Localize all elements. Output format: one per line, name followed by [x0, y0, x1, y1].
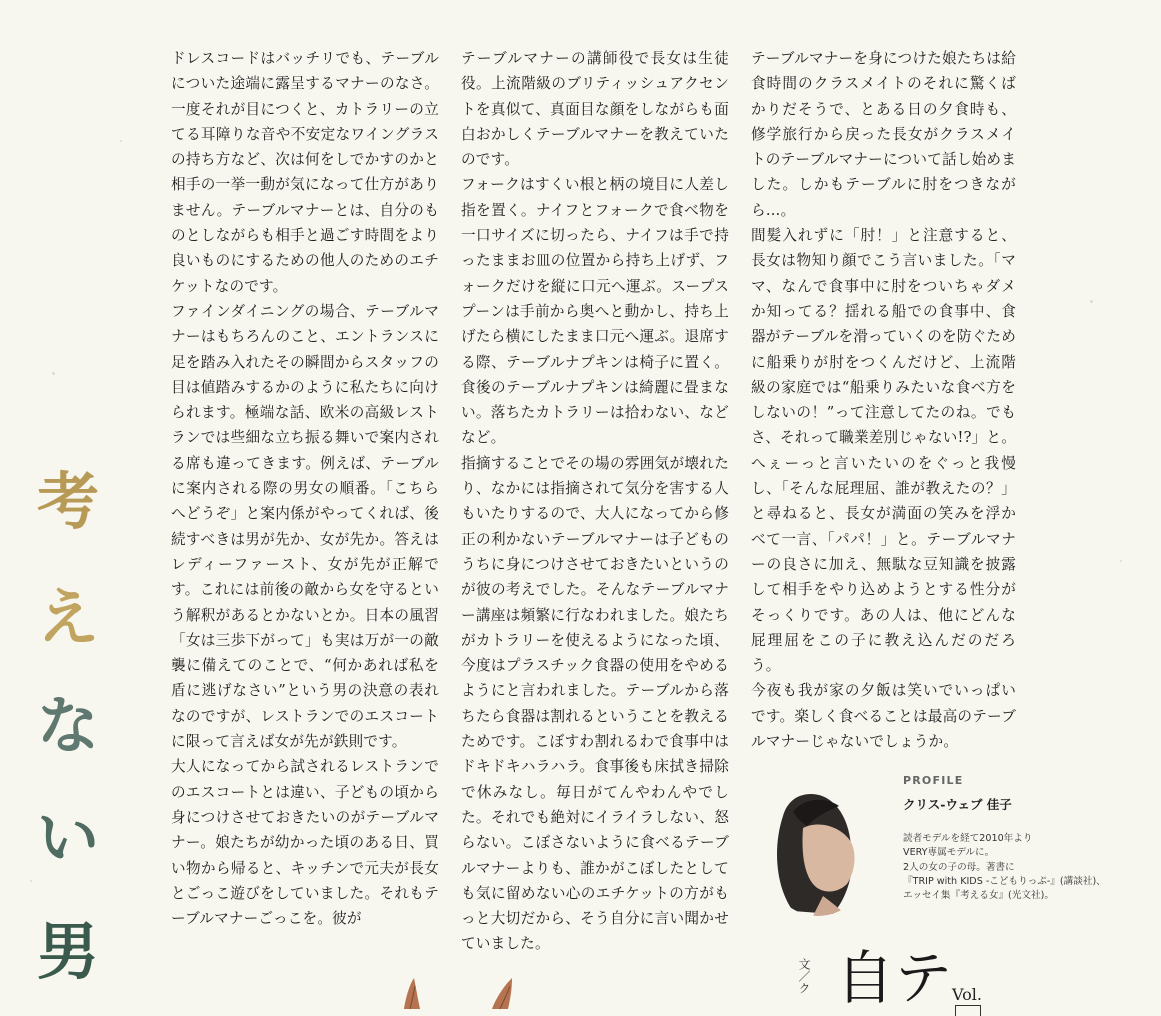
- paragraph: テーブルマナーの講師役で長女は生徒役。上流階級のブリティッシュアクセントを真似て、真面目な顔をしながらも面白おかしくテーブルマナーを教えていたのです。: [461, 50, 729, 169]
- profile-label: PROFILE: [903, 774, 964, 787]
- author-credit: 文／ク: [797, 958, 811, 994]
- series-volume: Vol.: [952, 985, 982, 1004]
- series-title: 自テ: [836, 944, 953, 1012]
- paragraph: ドレスコードはバッチリでも、テーブルについた途端に露呈するマナーのなさ。一度それが目につくと、カトラリーの立てる耳障りな音や不安定なワイングラスの持ち方など、次は何をしでかすのかと相手の一挙一動が気になって仕方がありません。テーブルマナーとは、自分のものとしながらも相手と過ごす時間をより良いものにするための他人のためのエチケットなのです。: [171, 50, 439, 295]
- paragraph: ファインダイニングの場合、テーブルマナーはもちろんのこと、エントランスに足を踏み入れたその瞬間からスタッフの目は値踏みするかのように私たちに向けられます。極端な話、欧米の高級レストランでは些細な立ち振る舞いで案内される席も違ってきます。例えば、テーブルに案内される際の男女の順番。「こちらへどうぞ」と案内係がやってくれば、後続すべきは男が先か、女が先か。答えはレディーファースト、女が先が正解です。これには前後の敵から女を守るという解釈があるとかないとか。日本の風習「女は三歩下がって」も実は万が一の敵襲に備えてのことで、“何かあれば私を盾に逃げなさい”という男の決意の表れなのですが、レストランでのエスコートに限って言えば女が先が鉄則です。: [171, 302, 439, 751]
- title-char: え: [36, 581, 99, 654]
- paragraph: 大人になってから試されるレストランでのエスコートとは違い、子どもの頃から身につけさせておきたいのがテーブルマナー。娘たちが幼かった頃のある日、買い物から帰ると、キッチンで元夫が長女とごっこ遊びをしていました。それもテーブルマナーごっこを。彼が: [171, 758, 439, 928]
- bio-line: 2人の女の子の母。著書に: [903, 861, 1015, 873]
- title-char: な: [36, 689, 99, 762]
- profile-name: クリス-ウェブ 佳子: [903, 797, 1012, 812]
- paragraph: 指摘することでその場の雰囲気が壊れたり、なかには指摘されて気分を害する人もいたりするので、大人になってから修正の利かないテーブルマナーは子どものうちに身につけさせておきたいというのが彼の考えでした。そんなテーブルマナー講座は頻繁に行なわれました。娘たちがカトラリーを使えるようになった頃、今度はプラスチック食器の使用をやめるようにと言われました。テーブルから落ちたら食器は割れるということを教えるためです。こぼすわ割れるわで食事中はドキドキハラハラ。食事後も床拭き掃除で休みなし。毎日がてんやわんやでした。それでも絶対にイライラしない、怒らない。こぼさないように食べるテーブルマナーよりも、誰かがこぼしたとしても気に留めない心のエチケットの方がもっと大切だから、そう自分に言い聞かせていました。: [461, 454, 729, 953]
- bio-line: VERY専属モデルに。: [903, 847, 995, 859]
- profile-bio: [903, 832, 1153, 903]
- bio-line: 読者モデルを経て2010年より: [903, 833, 1033, 844]
- bio-line: エッセイ集『考える女』(光文社)。: [903, 890, 1054, 902]
- volume-box: [955, 1005, 981, 1016]
- article-column-3: [751, 46, 1016, 754]
- author-portrait: [763, 776, 873, 916]
- article-column-1: [171, 46, 439, 931]
- bio-line: 『TRIP with KIDS -こどもりっぷ-』(講談社)、: [903, 875, 1106, 887]
- paragraph: 今夜も我が家の夕飯は笑いでいっぱいです。楽しく食べることは最高のテーブルマナーじゃないでしょうか。: [751, 682, 1016, 751]
- paragraph: テーブルマナーを身につけた娘たちは給食時間のクラスメイトのそれに驚くばかりだそうで、とある日の夕食時も、修学旅行から戻った長女がクラスメイトのテーブルマナーについて話し始めました。しかもテーブルに肘をつきながら…。: [751, 50, 1016, 219]
- title-char: 考: [36, 465, 99, 538]
- article-column-2: [461, 46, 729, 957]
- paragraph: フォークはすくい根と柄の境目に人差し指を置く。ナイフとフォークで食べ物を一口サイズに切ったら、ナイフは手で持ったままお皿の位置から持ち上げず、フォークだけを縦に口元へ運ぶ。スープスプーンは手前から奥へと動かし、持ち上げたら横にしたまま口元へ運ぶ。退席する際、テーブルナプキンは椅子に置く。食後のテーブルナプキンは綺麗に畳まない。落ちたカトラリーは拾わない、などなど。: [461, 176, 729, 447]
- paragraph: 間髪入れずに「肘！」と注意すると、長女は物知り顔でこう言いました。「ママ、なんで食事中に肘をついちゃダメか知ってる？揺れる船での食事中、食器がテーブルを滑っていくのを防ぐために船乗りが肘をつくんだけど、上流階級の家庭では“船乗りみたいな食べ方をしないの！”って注意してたのね。でもさ、それって職業差別じゃない!?」と。へぇーっと言いたいのをぐっと我慢し、「そんな屁理屈、誰が教えたの？」と尋ねると、長女が満面の笑みを浮かべて一言、「パパ！」と。テーブルマナーの良さに加え、無駄な豆知識を披露して相手をやり込めようとする性分がそっくりです。あの人は、他にどんな屁理屈をこの子に教え込んだのだろう。: [751, 227, 1016, 675]
- decorative-illustration: [396, 968, 536, 1009]
- title-char: 男: [36, 915, 99, 988]
- title-char: い: [36, 801, 99, 874]
